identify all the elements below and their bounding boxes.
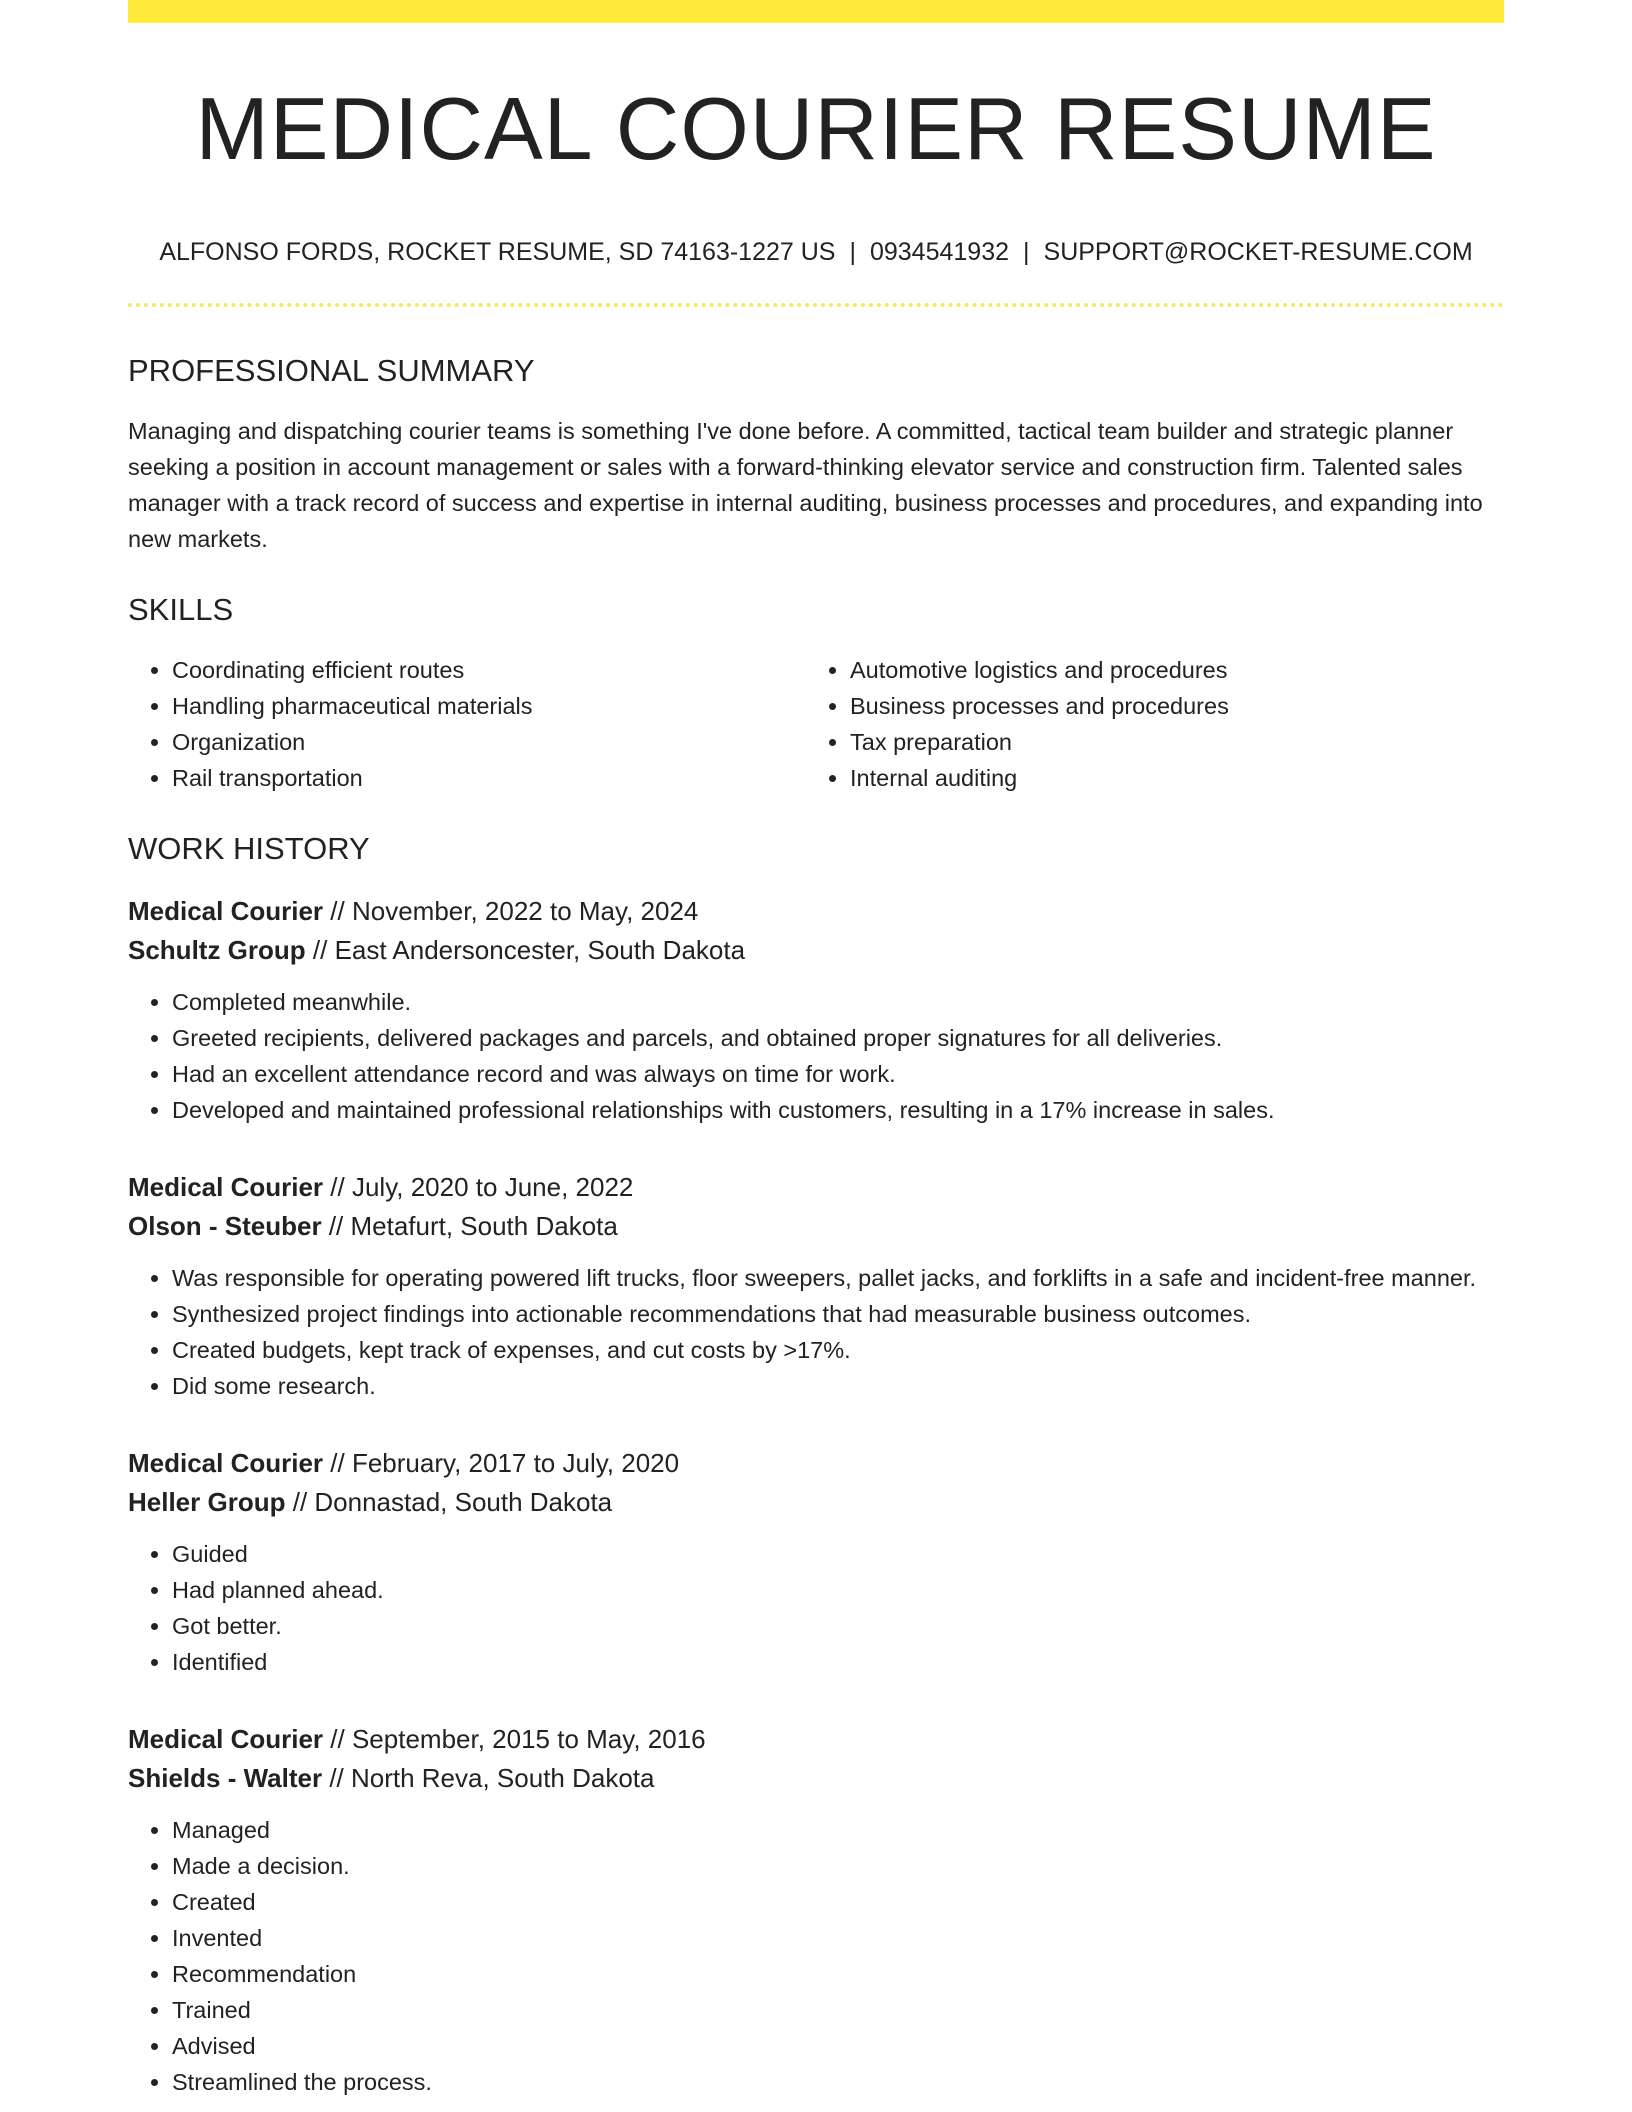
job-bullets: [128, 1260, 1504, 1404]
job-bullet: • Recommendation: [172, 1956, 1504, 1992]
job-bullet: • Created: [172, 1884, 1504, 1920]
summary-text: Managing and dispatching courier teams is something I've done before. A committed, tactical team builder and strategic planner seeking a position in account management or sales with a forward-thinking elevator service and construction firm. Talented sales manager with a track record of success and expertise in internal auditing, business processes and procedures, and expanding into new markets.: [128, 418, 1483, 553]
job-entry: [128, 1444, 1504, 1680]
job-bullet: • Identified: [172, 1644, 1504, 1680]
skills-heading: SKILLS: [128, 592, 234, 628]
job-title-line: [128, 892, 1504, 931]
job-company-line: [128, 1483, 1504, 1522]
job-entry: [128, 892, 1504, 1128]
job-bullet: • Got better.: [172, 1608, 1504, 1644]
page-title: MEDICAL COURIER RESUME: [195, 79, 1437, 178]
job-bullets: [128, 1812, 1504, 2100]
job-title: Medical Courier: [128, 895, 324, 926]
job-location: // North Reva, South Dakota: [329, 1762, 655, 1793]
job-title-line: [128, 1168, 1504, 1207]
contact-line: [128, 237, 1504, 267]
job-bullet: • Synthesized project findings into actionable recommendations that had measurable business outcomes.: [172, 1296, 1504, 1332]
skill-item: • Organization: [172, 724, 806, 760]
dotted-divider: [128, 303, 1504, 307]
job-bullet: • Was responsible for operating powered lift trucks, floor sweepers, pallet jacks, and forklifts in a safe and incident-free manner.: [172, 1260, 1504, 1296]
skill-item: • Internal auditing: [850, 760, 1484, 796]
job-bullet: • Streamlined the process.: [172, 2064, 1504, 2100]
job-title: Medical Courier: [128, 1447, 324, 1478]
contact-phone: 0934541932: [869, 238, 1010, 266]
job-bullet: • Made a decision.: [172, 1848, 1504, 1884]
job-bullet: • Advised: [172, 2028, 1504, 2064]
job-title: Medical Courier: [128, 1723, 324, 1754]
job-bullet: • Greeted recipients, delivered packages and parcels, and obtained proper signatures for all deliveries.: [172, 1020, 1504, 1056]
skill-item: • Rail transportation: [172, 760, 806, 796]
job-company: Olson - Steuber: [128, 1210, 322, 1241]
contact-email: SUPPORT@ROCKET-RESUME.COM: [1043, 238, 1473, 266]
job-title-line: [128, 1720, 1504, 1759]
job-company-line: [128, 1759, 1504, 1798]
job-bullet: • Guided: [172, 1536, 1504, 1572]
job-company-line: [128, 931, 1504, 970]
skill-item: • Coordinating efficient routes: [172, 652, 806, 688]
job-location: // Metafurt, South Dakota: [328, 1210, 618, 1241]
skills-column-right: [806, 652, 1484, 796]
job-title: Medical Courier: [128, 1171, 324, 1202]
skills-column-left: [128, 652, 806, 796]
job-dates: // July, 2020 to June, 2022: [330, 1171, 634, 1202]
skill-item: • Automotive logistics and procedures: [850, 652, 1484, 688]
job-bullet: • Developed and maintained professional relationships with customers, resulting in a 17% increase in sales.: [172, 1092, 1504, 1128]
job-bullet: • Had an excellent attendance record and was always on time for work.: [172, 1056, 1504, 1092]
skill-item: • Business processes and procedures: [850, 688, 1484, 724]
resume-page: [128, 0, 1504, 2100]
job-company: Shields - Walter: [128, 1762, 323, 1793]
contact-separator: |: [849, 238, 856, 266]
job-entry: [128, 1720, 1504, 2100]
work-history-heading: WORK HISTORY: [128, 831, 370, 867]
job-bullet: • Had planned ahead.: [172, 1572, 1504, 1608]
job-company-line: [128, 1207, 1504, 1246]
contact-address: ALFONSO FORDS, ROCKET RESUME, SD 74163-1227 US: [159, 238, 836, 266]
job-title-line: [128, 1444, 1504, 1483]
contact-separator: |: [1023, 238, 1030, 266]
job-bullet: • Completed meanwhile.: [172, 984, 1504, 1020]
job-location: // Donnastad, South Dakota: [292, 1486, 613, 1517]
job-bullets: [128, 1536, 1504, 1680]
job-bullet: • Did some research.: [172, 1368, 1504, 1404]
job-entry: [128, 1168, 1504, 1404]
job-bullet: • Trained: [172, 1992, 1504, 2028]
summary-heading: PROFESSIONAL SUMMARY: [128, 353, 535, 388]
job-bullet: • Managed: [172, 1812, 1504, 1848]
job-bullet: • Invented: [172, 1920, 1504, 1956]
accent-top-bar: [128, 0, 1504, 23]
skill-item: • Handling pharmaceutical materials: [172, 688, 806, 724]
job-dates: // November, 2022 to May, 2024: [330, 895, 699, 926]
job-bullet: • Created budgets, kept track of expenses, and cut costs by >17%.: [172, 1332, 1504, 1368]
job-dates: // February, 2017 to July, 2020: [330, 1447, 680, 1478]
job-location: // East Andersoncester, South Dakota: [312, 934, 746, 965]
job-dates: // September, 2015 to May, 2016: [330, 1723, 706, 1754]
job-bullets: [128, 984, 1504, 1128]
job-company: Heller Group: [128, 1486, 286, 1517]
skills-list: [128, 652, 1504, 796]
skill-item: • Tax preparation: [850, 724, 1484, 760]
job-company: Schultz Group: [128, 934, 306, 965]
